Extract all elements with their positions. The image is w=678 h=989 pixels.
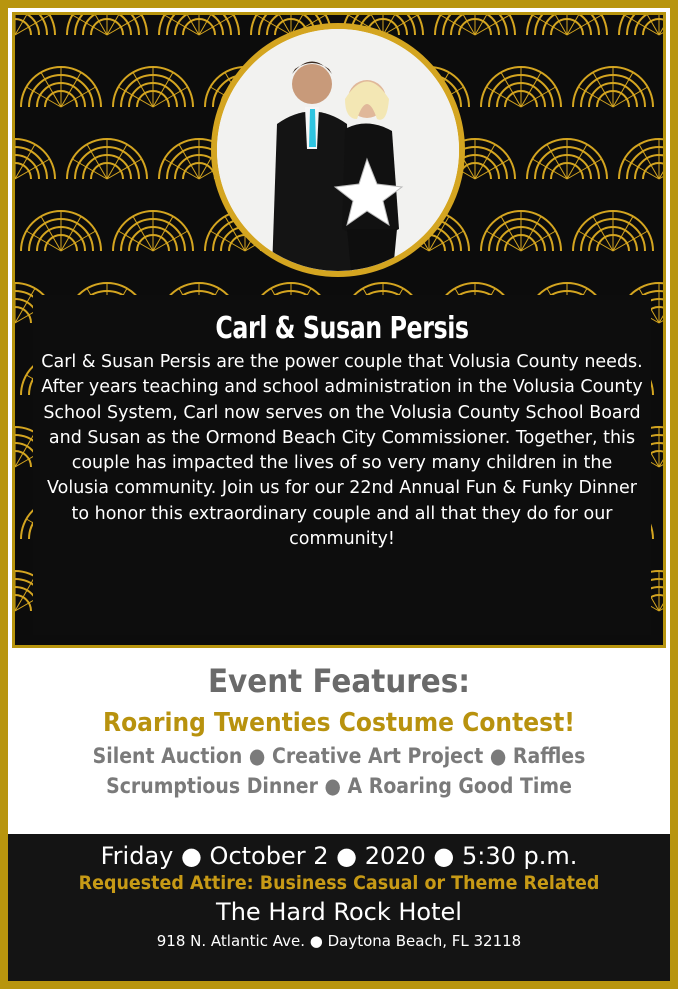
features-line-1: Silent Auction ● Creative Art Project ● Raffles xyxy=(92,744,586,768)
honorees-name: Carl & Susan Persis xyxy=(215,311,469,346)
art-deco-header xyxy=(12,12,666,648)
honorees-bio: Carl & Susan Persis are the power couple that Volusia County needs. After years teaching and school administration in the Volusia County School System, Carl now serves on the Volusia County School Board and Susan as the Ormond Beach City Commissioner. Together, this couple has impacted the lives of so very many children in the Volusia community. Join us for our 22nd Annual Fun & Funky Dinner to honor this extraordinary couple and all that they do for our community! xyxy=(41,352,643,550)
costume-contest: Roaring Twenties Costume Contest! xyxy=(103,708,575,738)
features-line-2: Scrumptious Dinner ● A Roaring Good Time xyxy=(106,774,572,798)
couple-photo-illustration xyxy=(217,29,459,271)
venue-address: 918 N. Atlantic Ave. ● Daytona Beach, FL 32118 xyxy=(156,932,522,950)
event-details xyxy=(8,834,670,981)
event-features xyxy=(8,662,670,798)
features-title: Event Features: xyxy=(207,662,471,700)
attire-note: Requested Attire: Business Casual or Theme Related xyxy=(78,872,600,894)
honorees-photo xyxy=(211,23,465,277)
event-datetime: Friday ● October 2 ● 2020 ● 5:30 p.m. xyxy=(100,842,578,870)
bio-panel xyxy=(33,295,651,635)
venue-name: The Hard Rock Hotel xyxy=(216,898,462,926)
